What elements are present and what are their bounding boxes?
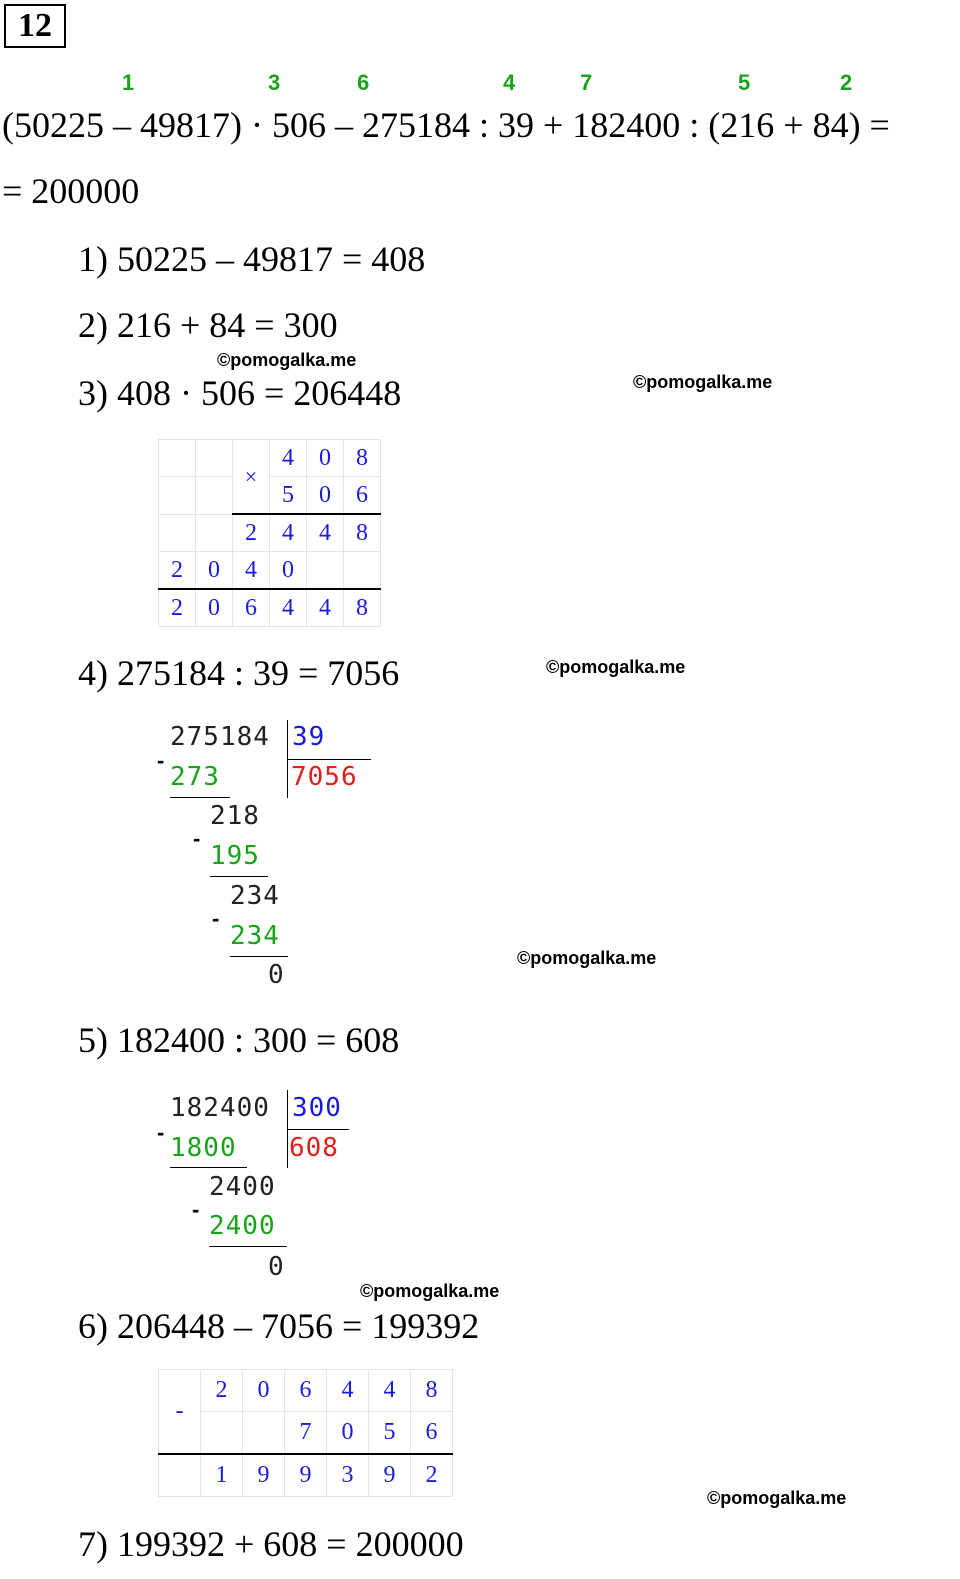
sub-cell: 4 <box>327 1370 369 1412</box>
mul-cell <box>307 552 344 590</box>
order-mark-2: 3 <box>268 70 281 95</box>
mul-cell: 2 <box>159 552 196 590</box>
mul-cell: 2 <box>233 514 270 552</box>
order-mark-7: 2 <box>840 70 853 95</box>
sub-cell: 1 <box>201 1454 243 1497</box>
mul-cell: 0 <box>307 440 344 477</box>
expression-line-1: (50225 – 49817) · 506 – 275184 : 39 + 182400 : (216 + 84) = <box>2 105 890 145</box>
dividend: 182400 <box>170 1093 270 1123</box>
task-number: 12 <box>4 4 66 48</box>
order-mark-6: 5 <box>738 70 751 95</box>
final-remainder: 0 <box>268 960 285 990</box>
sub-cell: 9 <box>369 1454 411 1497</box>
step-1: 1) 50225 – 49817 = 408 <box>78 239 426 279</box>
minus-sign: - <box>157 748 165 773</box>
remainder-1: 218 <box>210 801 260 831</box>
mul-cell: 4 <box>270 514 307 552</box>
sub-cell <box>159 1454 201 1497</box>
final-remainder: 0 <box>268 1252 285 1282</box>
subtrahend-2: 195 <box>210 841 260 871</box>
subtrahend-2: 2400 <box>209 1211 276 1241</box>
sub-cell: 2 <box>411 1454 453 1497</box>
sub-cell: 8 <box>411 1370 453 1412</box>
subtrahend-1: 273 <box>170 762 220 792</box>
minus-sign: - <box>192 1197 200 1222</box>
step-4: 4) 275184 : 39 = 7056 <box>78 653 400 693</box>
mul-cell: 0 <box>196 589 233 627</box>
quotient: 608 <box>289 1133 339 1163</box>
subtrahend-1: 1800 <box>170 1133 237 1163</box>
mul-cell: 0 <box>270 552 307 590</box>
mul-cell: 4 <box>233 552 270 590</box>
quotient: 7056 <box>291 762 358 792</box>
sub-cell: 3 <box>327 1454 369 1497</box>
watermark: ©pomogalka.me <box>217 350 357 370</box>
sub-cell: 9 <box>243 1454 285 1497</box>
sub-cell: 6 <box>285 1370 327 1412</box>
mul-cell <box>196 514 233 552</box>
mul-cell: 8 <box>344 589 381 627</box>
step-2: 2) 216 + 84 = 300 <box>78 305 338 345</box>
mul-cell: 8 <box>344 440 381 477</box>
mul-cell <box>159 514 196 552</box>
mul-cell <box>159 477 196 515</box>
mul-cell: 6 <box>233 589 270 627</box>
sub-cell: 4 <box>369 1370 411 1412</box>
sub-cell: 6 <box>411 1412 453 1455</box>
remainder-1: 2400 <box>209 1172 276 1202</box>
order-mark-4: 4 <box>503 70 516 95</box>
sub-cell <box>201 1412 243 1455</box>
minus-sign: - <box>193 826 201 851</box>
order-mark-3: 6 <box>357 70 370 95</box>
mul-cell: 0 <box>196 552 233 590</box>
step-5: 5) 182400 : 300 = 608 <box>78 1020 400 1060</box>
sub-cell: 7 <box>285 1412 327 1455</box>
step-7: 7) 199392 + 608 = 200000 <box>78 1524 464 1564</box>
sub-cell: 0 <box>327 1412 369 1455</box>
order-mark-1: 1 <box>122 70 135 95</box>
step-6: 6) 206448 – 7056 = 199392 <box>78 1306 480 1346</box>
minus-sign: - <box>159 1370 201 1455</box>
mul-cell: 4 <box>307 589 344 627</box>
expression-line-2: = 200000 <box>2 171 140 211</box>
sub-cell <box>243 1412 285 1455</box>
step-3: 3) 408 · 506 = 206448 <box>78 373 402 413</box>
multiply-sign: × <box>233 440 270 515</box>
mul-cell: 8 <box>344 514 381 552</box>
mul-cell: 0 <box>307 477 344 515</box>
mul-cell: 2 <box>159 589 196 627</box>
sub-cell: 0 <box>243 1370 285 1412</box>
divisor: 39 <box>292 722 326 752</box>
mul-cell <box>196 477 233 515</box>
watermark: ©pomogalka.me <box>360 1281 500 1301</box>
sub-cell: 5 <box>369 1412 411 1455</box>
mul-cell <box>159 440 196 477</box>
mul-cell: 4 <box>270 440 307 477</box>
mul-cell: 4 <box>307 514 344 552</box>
sub-cell: 2 <box>201 1370 243 1412</box>
subtraction-grid <box>158 1369 453 1497</box>
watermark: ©pomogalka.me <box>517 948 657 968</box>
mul-cell: 4 <box>270 589 307 627</box>
mul-cell <box>196 440 233 477</box>
remainder-2: 234 <box>230 881 280 911</box>
watermark: ©pomogalka.me <box>546 657 686 677</box>
watermark: ©pomogalka.me <box>707 1488 847 1508</box>
subtrahend-3: 234 <box>230 921 280 951</box>
sub-cell: 9 <box>285 1454 327 1497</box>
minus-sign: - <box>212 906 220 931</box>
minus-sign: - <box>157 1120 165 1145</box>
mul-cell <box>344 552 381 590</box>
dividend: 275184 <box>170 722 270 752</box>
mul-cell: 5 <box>270 477 307 515</box>
mul-cell: 6 <box>344 477 381 515</box>
divisor: 300 <box>292 1093 342 1123</box>
order-mark-5: 7 <box>580 70 593 95</box>
multiplication-grid <box>158 439 381 627</box>
watermark: ©pomogalka.me <box>633 372 773 392</box>
